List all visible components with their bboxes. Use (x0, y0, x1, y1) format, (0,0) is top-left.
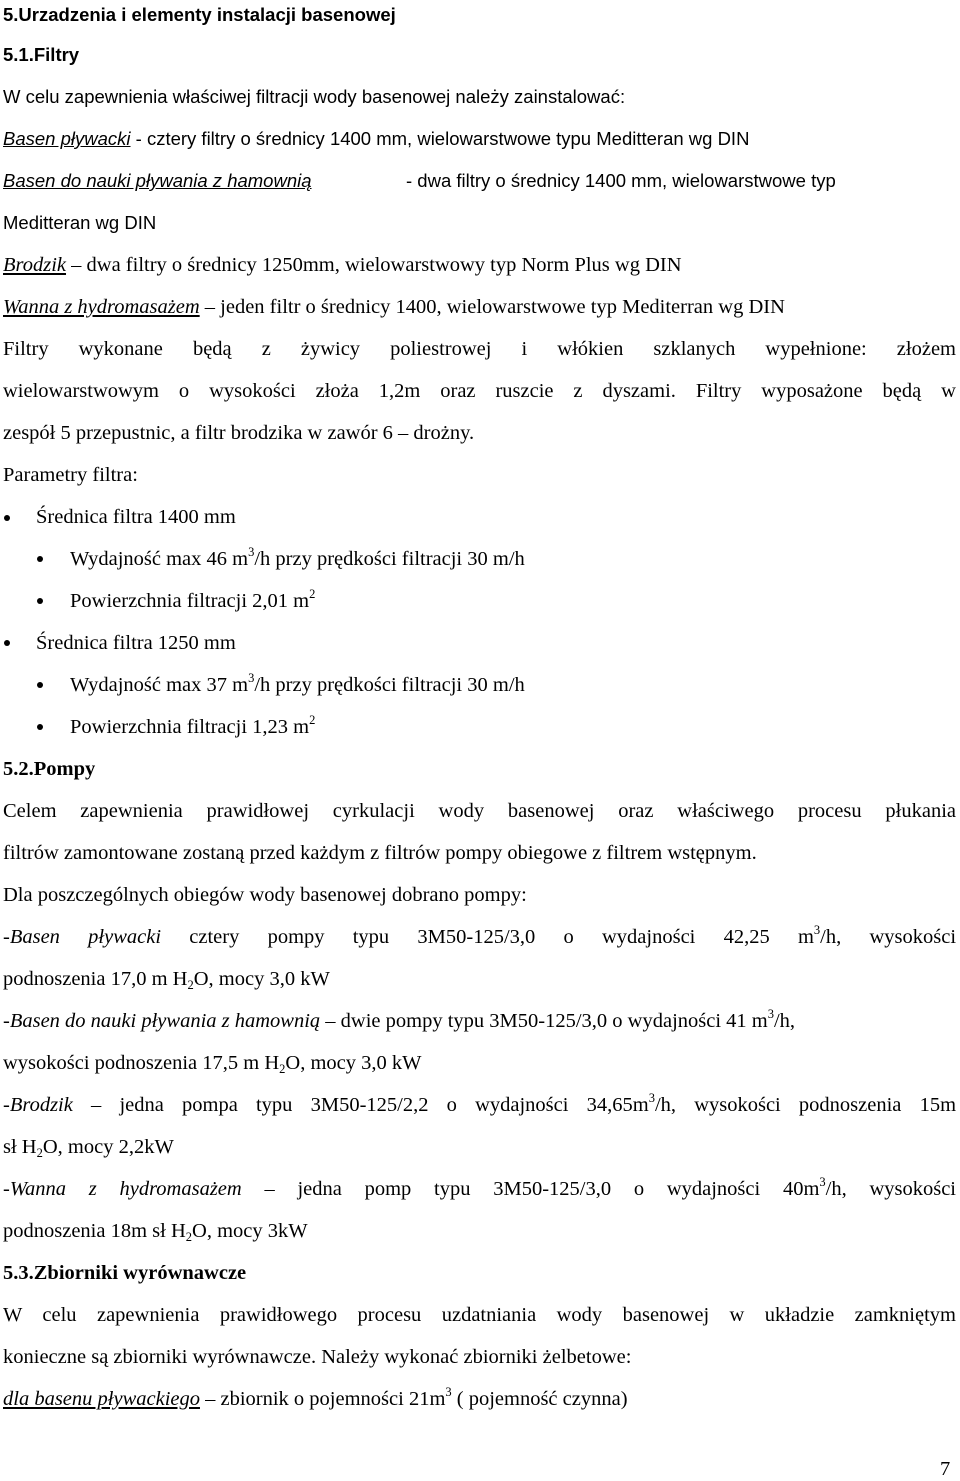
dash: - (3, 1094, 10, 1116)
item-text: /h, wysokości (820, 926, 957, 948)
superscript: 3 (819, 1175, 826, 1189)
subscript: 2 (36, 1146, 43, 1160)
bullet-icon (4, 515, 10, 521)
dash: - (3, 1010, 10, 1032)
item-name: Basen do nauki pływania z hamownią (3, 170, 312, 191)
subsection-heading-tanks: 5.3.Zbiorniki wyrównawcze (3, 1262, 247, 1284)
superscript: 2 (309, 587, 316, 601)
paragraph-line: filtrów zamontowane zostaną przed każdym z filtrów pompy obiegowe z filtrem wstępnym. (3, 842, 757, 864)
item-text: – jedna pompa typu 3M50-125/2,2 o wydajności 34,65m (91, 1094, 649, 1116)
bullet-icon (4, 640, 10, 646)
filter-item-wanna (3, 295, 956, 319)
item-text: - cztery filtry o średnicy 1400 mm, wielowarstwowe typu Meditteran wg DIN (130, 128, 750, 149)
bullet-icon (37, 598, 43, 604)
superscript: 3 (248, 671, 255, 685)
superscript: 3 (813, 923, 821, 937)
text: Wydajność max 37 m (70, 674, 249, 696)
item-text: /h, wysokości (825, 1178, 957, 1200)
subscript: 2 (185, 1230, 193, 1244)
item-name: Wanna z hydromasażem (9, 1178, 242, 1200)
text: /h przy prędkości filtracji 30 m/h (254, 674, 525, 696)
dash: - (3, 1178, 10, 1200)
param-area-1400 (70, 589, 956, 615)
item-name: Basen do nauki pływania z hamownią (9, 1010, 321, 1032)
param-area-1250 (70, 715, 956, 741)
item-name: dla basenu pływackiego (3, 1388, 200, 1410)
page-number: 7 (940, 1458, 951, 1480)
bullet-icon (37, 556, 43, 562)
pump-item-continuation (3, 1219, 956, 1245)
text: O, mocy 3,0 kW (193, 968, 330, 990)
paragraph-line: wielowarstwowym o wysokości złoża 1,2m oraz ruszcie z dyszami. Filtry wyposażone będą w (3, 380, 956, 402)
paragraph-line: konieczne są zbiorniki wyrównawcze. Należy wykonać zbiorniki żelbetowe: (3, 1346, 632, 1368)
paragraph-line: Dla poszczególnych obiegów wody basenowej dobrano pompy: (3, 884, 527, 906)
section-heading: 5.Urzadzenia i elementy instalacji basenowej (3, 4, 396, 25)
item-text: – jeden filtr o średnicy 1400, wielowarstwowe typ Mediterran wg DIN (199, 296, 785, 318)
paragraph-line: W celu zapewnienia właściwej filtracji wody basenowej należy zainstalować: (3, 86, 626, 107)
pump-item-continuation (3, 1135, 956, 1161)
text: wysokości podnoszenia 17,5 m H (3, 1052, 280, 1074)
superscript: 3 (445, 1385, 452, 1399)
text: podnoszenia 17,0 m H (3, 968, 188, 990)
pump-item-brodzik (3, 1093, 956, 1119)
paragraph-line: Celem zapewnienia prawidłowej cyrkulacji wody basenowej oraz właściwego procesu płukania (3, 800, 956, 822)
text: O, mocy 3kW (192, 1220, 308, 1242)
subsection-heading-pumps: 5.2.Pompy (3, 758, 96, 780)
superscript: 2 (309, 713, 316, 727)
item-text: - dwa filtry o średnicy 1400 mm, wielowarstwowe typ (406, 170, 836, 191)
pump-item-wanna (3, 1177, 956, 1203)
pump-item-continuation (3, 967, 956, 993)
item-text: – jedna pomp typu 3M50-125/3,0 o wydajności 40m (264, 1178, 820, 1200)
text: O, mocy 3,0 kW (285, 1052, 422, 1074)
param-capacity-1400 (70, 547, 956, 573)
item-text: cztery pompy typu 3M50-125/3,0 o wydajności 42,25 m (189, 926, 814, 948)
dash: - (3, 926, 10, 948)
param-diameter-1400: Średnica filtra 1400 mm (36, 506, 236, 528)
text: Wydajność max 46 m (70, 548, 249, 570)
subscript: 2 (279, 1062, 286, 1076)
pump-item-continuation (3, 1051, 956, 1077)
item-text: ( pojemność czynna) (451, 1388, 628, 1410)
item-name: Basen pływacki (9, 926, 162, 948)
superscript: 3 (648, 1091, 655, 1105)
item-name: Basen pływacki (3, 128, 131, 149)
item-text: /h, (773, 1010, 796, 1032)
superscript: 3 (248, 545, 255, 559)
tank-item-basen-plywacki (3, 1387, 956, 1413)
param-capacity-1250 (70, 673, 956, 699)
filter-item-basen-plywacki (3, 127, 956, 151)
text: Powierzchnia filtracji 1,23 m (70, 716, 310, 738)
text: podnoszenia 18m sł H (3, 1220, 186, 1242)
filter-item-brodzik (3, 253, 956, 277)
paragraph-line: W celu zapewnienia prawidłowego procesu uzdatniania wody basenowej w układzie zamkniętym (3, 1304, 956, 1326)
pump-item-basen-plywacki (3, 925, 956, 951)
item-name: Brodzik (9, 1094, 73, 1116)
paragraph-line: Filtry wykonane będą z żywicy poliestrowej i włókien szklanych wypełnione: złożem (3, 338, 956, 360)
item-text: – zbiornik o pojemności 21m (199, 1388, 446, 1410)
parameters-label: Parametry filtra: (3, 464, 138, 486)
item-text: – dwa filtry o średnicy 1250mm, wielowarstwowy typ Norm Plus wg DIN (66, 254, 682, 276)
item-text: /h, wysokości podnoszenia 15m (654, 1094, 957, 1116)
text: /h przy prędkości filtracji 30 m/h (254, 548, 525, 570)
paragraph-line: zespół 5 przepustnic, a filtr brodzika w zawór 6 – drożny. (3, 422, 475, 444)
text: Powierzchnia filtracji 2,01 m (70, 590, 310, 612)
pump-item-basen-nauki (3, 1009, 956, 1035)
text: sł H (3, 1136, 37, 1158)
param-diameter-1250: Średnica filtra 1250 mm (36, 632, 236, 654)
bullet-icon (37, 682, 43, 688)
item-name: Wanna z hydromasażem (3, 296, 200, 318)
filter-item-basen-nauki (3, 169, 956, 193)
subscript: 2 (187, 978, 194, 992)
filter-item-continuation: Meditteran wg DIN (3, 212, 157, 233)
subsection-heading-filters: 5.1.Filtry (3, 44, 80, 65)
item-text: – dwie pompy typu 3M50-125/3,0 o wydajności 41 m (325, 1010, 768, 1032)
item-name: Brodzik (3, 254, 67, 276)
bullet-icon (37, 724, 43, 730)
text: O, mocy 2,2kW (42, 1136, 174, 1158)
superscript: 3 (767, 1007, 774, 1021)
